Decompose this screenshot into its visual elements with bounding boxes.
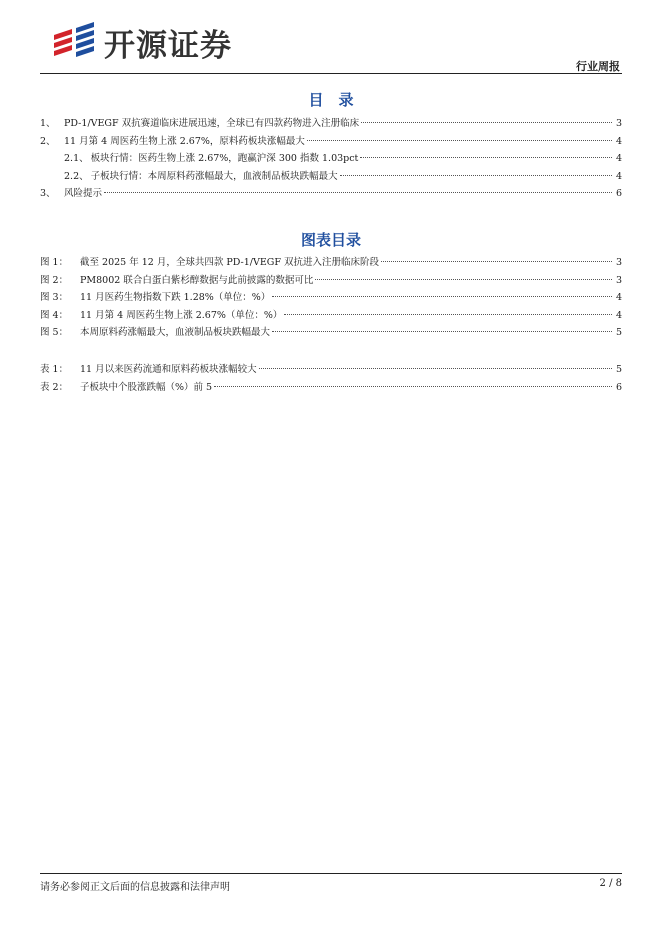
figure-title: 11 月第 4 周医药生物上涨 2.67%（单位：%）: [80, 309, 283, 321]
figure-page: 5: [615, 327, 622, 338]
toc-entry-number: 2.2、: [64, 170, 89, 182]
toc-entry[interactable]: [40, 133, 622, 151]
figure-entry[interactable]: [40, 254, 622, 272]
toc-entry[interactable]: [40, 185, 622, 203]
figure-number: 图 2：: [40, 274, 69, 286]
dot-leader: [284, 314, 612, 315]
figure-title: 11 月医药生物指数下跌 1.28%（单位：%）: [80, 292, 271, 303]
toc-entry-page: 3: [615, 118, 622, 129]
page-number: 2 / 8: [599, 878, 622, 889]
figure-page: 4: [615, 292, 622, 303]
toc-entry-number: 2、: [40, 135, 56, 147]
figure-title: 本周原料药涨幅最大，血液制品板块跌幅最大: [80, 327, 271, 338]
figure-number: 图 3：: [40, 292, 69, 303]
toc-entry[interactable]: [40, 115, 622, 133]
dot-leader: [272, 331, 612, 332]
company-logo: [50, 20, 232, 65]
table-list: [40, 361, 622, 396]
toc-entry-page: 4: [615, 170, 622, 182]
figure-number: 图 5：: [40, 327, 69, 338]
table-entry[interactable]: [40, 379, 622, 397]
figure-number: 图 4：: [40, 309, 69, 321]
dot-leader: [381, 261, 612, 262]
toc-subentry[interactable]: [40, 150, 622, 168]
table-title: 11 月以来医药流通和原料药板块涨幅较大: [80, 364, 257, 375]
table-number: 表 2：: [40, 381, 69, 393]
toc-subentry[interactable]: [40, 168, 622, 186]
toc-entry-number: 3、: [40, 188, 56, 199]
figure-page: 3: [615, 257, 622, 268]
figure-number: 图 1：: [40, 257, 69, 268]
table-title: 子板块中个股涨跌幅（%）前 5: [80, 381, 213, 393]
dot-leader: [315, 279, 612, 280]
dot-leader: [272, 296, 612, 297]
toc-title: 目 录: [308, 91, 354, 109]
dot-leader: [360, 157, 612, 158]
dot-leader: [307, 140, 612, 141]
figure-entry[interactable]: [40, 324, 622, 342]
dot-leader: [104, 192, 612, 193]
company-name: 开源证券: [104, 28, 232, 64]
figure-title: PM8002 联合白蛋白紫杉醇数据与此前披露的数据可比: [80, 274, 314, 286]
table-entry[interactable]: [40, 361, 622, 379]
toc-entry-page: 4: [615, 135, 622, 147]
table-number: 表 1：: [40, 364, 69, 375]
toc-entry-title: PD-1/VEGF 双抗赛道临床进展迅速，全球已有四款药物进入注册临床: [64, 118, 360, 129]
report-type-label: 行业周报: [576, 60, 620, 73]
toc-entry-title: 子板块行情：本周原料药涨幅最大，血液制品板块跌幅最大: [90, 170, 338, 182]
toc-entry-number: 1、: [40, 118, 56, 129]
figure-list: [40, 254, 622, 342]
dot-leader: [340, 175, 612, 176]
dot-leader: [259, 368, 612, 369]
figure-title: 截至 2025 年 12 月，全球共四款 PD-1/VEGF 双抗进入注册临床阶段: [80, 257, 380, 268]
toc-entry-title: 风险提示: [64, 188, 103, 199]
toc-entry-title: 板块行情：医药生物上涨 2.67%，跑赢沪深 300 指数 1.03pct: [90, 153, 359, 164]
toc-entry-page: 6: [615, 188, 622, 199]
table-of-contents: [40, 115, 622, 203]
dot-leader: [214, 386, 612, 387]
figure-toc-title: 图表目录: [300, 231, 361, 249]
page-header: [40, 18, 622, 74]
toc-entry-number: 2.1、: [64, 153, 89, 164]
table-page: 5: [615, 364, 622, 375]
footer-disclaimer: 请务必参阅正文后面的信息披露和法律声明: [40, 882, 230, 893]
dot-leader: [361, 122, 612, 123]
figure-entry[interactable]: [40, 272, 622, 290]
figure-page: 4: [615, 309, 622, 321]
toc-entry-title: 11 月第 4 周医药生物上涨 2.67%，原料药板块涨幅最大: [64, 135, 305, 147]
header-divider: [40, 73, 622, 74]
figure-entry[interactable]: [40, 307, 622, 325]
table-page: 6: [615, 381, 622, 393]
figure-page: 3: [615, 274, 622, 286]
toc-entry-page: 4: [615, 153, 622, 164]
kaiyuan-logo-icon: [50, 21, 98, 65]
footer-divider: [40, 873, 622, 874]
figure-entry[interactable]: [40, 289, 622, 307]
